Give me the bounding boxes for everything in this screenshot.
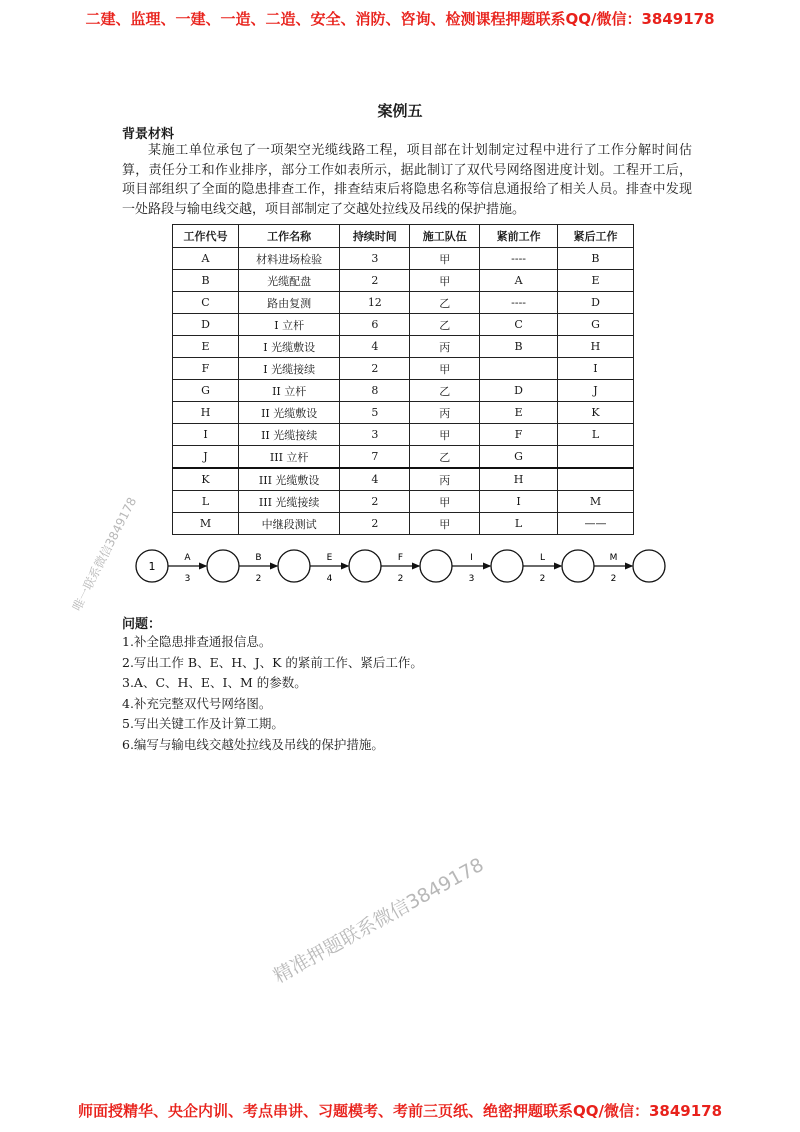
table-cell	[557, 446, 633, 469]
arrow-work-label: E	[326, 553, 333, 563]
table-cell: H	[557, 336, 633, 358]
table-cell: L	[480, 513, 558, 535]
table-cell: F	[173, 358, 239, 380]
question-item: 5.写出关键工作及计算工期。	[122, 716, 284, 732]
table-cell: ----	[480, 292, 558, 314]
arrow-duration-label: 2	[610, 574, 617, 584]
table-cell: 12	[340, 292, 410, 314]
table-cell: 5	[340, 402, 410, 424]
arrow-work-label: M	[609, 553, 618, 563]
table-cell: 甲	[410, 358, 480, 380]
table-cell: 丙	[410, 402, 480, 424]
table-cell: K	[557, 402, 633, 424]
table-body	[173, 248, 634, 535]
watermark-left: 唯一联系微信3849178	[69, 495, 140, 614]
network-node	[420, 550, 452, 582]
table-cell: J	[173, 446, 239, 469]
table-cell: 3	[340, 248, 410, 270]
table-cell: 中继段测试	[238, 513, 339, 535]
network-node	[562, 550, 594, 582]
table-cell: A	[173, 248, 239, 270]
arrow-duration-label: 2	[539, 574, 546, 584]
table-cell: 4	[340, 336, 410, 358]
table-cell: 3	[340, 424, 410, 446]
arrow-work-label: B	[255, 553, 262, 563]
arrow-work-label: A	[184, 553, 191, 563]
background-text: 某施工单位承包了一项架空光缆线路工程，项目部在计划制定过程中进行了工作分解时间估算，责任分工和作业排序，部分工作如表所示，据此制订了双代号网络图进度计划。工程开工后，项目部组织了全面的隐患排查工作，排查结束后将隐患名称等信息通报给了相关人员。排查中发现一处路段与输电线交越，项目部制定了交越处拉线及吊线的保护措施。	[122, 143, 692, 217]
table-cell: G	[173, 380, 239, 402]
table-row	[173, 424, 634, 446]
network-node	[349, 550, 381, 582]
table-cell: I 光缆接续	[238, 358, 339, 380]
table-cell: II 光缆接续	[238, 424, 339, 446]
header-work-name: 工作名称	[238, 225, 339, 248]
table-cell: 6	[340, 314, 410, 336]
question-list	[122, 632, 423, 756]
question-item: 6.编写与输电线交越处拉线及吊线的保护措施。	[122, 736, 384, 752]
table-cell: I	[557, 358, 633, 380]
arrow-duration-label: 3	[468, 574, 475, 584]
questions-heading: 问题：	[122, 617, 162, 632]
table-cell: B	[557, 248, 633, 270]
table-cell: E	[173, 336, 239, 358]
table-cell	[480, 358, 558, 380]
table-cell: A	[480, 270, 558, 292]
table-cell: E	[480, 402, 558, 424]
table-row	[173, 491, 634, 513]
network-node	[491, 550, 523, 582]
arrow-work-label: F	[397, 553, 404, 563]
table-cell: III 立杆	[238, 446, 339, 469]
arrow-work-label: L	[539, 553, 546, 563]
case-title: 案例五	[377, 102, 423, 120]
table-cell: III 光缆接续	[238, 491, 339, 513]
table-cell: 路由复测	[238, 292, 339, 314]
table-cell	[557, 468, 633, 491]
table-cell: 乙	[410, 292, 480, 314]
table-cell: 光缆配盘	[238, 270, 339, 292]
header-team: 施工队伍	[410, 225, 480, 248]
start-node-label: 1	[148, 560, 156, 573]
table-cell: D	[173, 314, 239, 336]
table-row	[173, 336, 634, 358]
network-node	[207, 550, 239, 582]
table-row	[173, 270, 634, 292]
table-cell: G	[557, 314, 633, 336]
table-cell: H	[173, 402, 239, 424]
table-cell: D	[480, 380, 558, 402]
table-cell: II 光缆敷设	[238, 402, 339, 424]
header-work-code: 工作代号	[173, 225, 239, 248]
header-successor: 紧后工作	[557, 225, 633, 248]
arrow-duration-label: 2	[255, 574, 262, 584]
table-cell: B	[480, 336, 558, 358]
table-cell: F	[480, 424, 558, 446]
table-row	[173, 468, 634, 491]
table-cell: J	[557, 380, 633, 402]
network-node	[633, 550, 665, 582]
arrow-duration-label: 3	[184, 574, 191, 584]
table-row	[173, 248, 634, 270]
table-cell: I	[173, 424, 239, 446]
table-cell: I	[480, 491, 558, 513]
table-cell: ----	[480, 248, 558, 270]
table-cell: M	[173, 513, 239, 535]
arrow-work-label: I	[470, 553, 473, 563]
table-cell: 乙	[410, 314, 480, 336]
table-cell: 丙	[410, 468, 480, 491]
table-cell: K	[173, 468, 239, 491]
table-cell: E	[557, 270, 633, 292]
table-cell: C	[480, 314, 558, 336]
table-cell: 丙	[410, 336, 480, 358]
watermark-center: 精准押题联系微信3849178	[269, 853, 488, 988]
table-cell: B	[173, 270, 239, 292]
header-duration: 持续时间	[340, 225, 410, 248]
table-cell: I 立杆	[238, 314, 339, 336]
bottom-banner: 师面授精华、央企内训、考点串讲、习题模考、考前三页纸、绝密押题联系QQ/微信：3849178	[77, 1102, 723, 1120]
table-header-row	[173, 225, 634, 248]
table-cell: 2	[340, 491, 410, 513]
network-node	[278, 550, 310, 582]
top-banner: 二建、监理、一建、一造、二造、安全、消防、咨询、检测课程押题联系QQ/微信：3849178	[85, 10, 715, 28]
table-cell: 乙	[410, 446, 480, 469]
table-cell: 乙	[410, 380, 480, 402]
table-row	[173, 402, 634, 424]
table-cell: II 立杆	[238, 380, 339, 402]
table-row	[173, 513, 634, 535]
table-cell: 2	[340, 358, 410, 380]
question-item: 4.补充完整双代号网络图。	[122, 695, 272, 711]
header-predecessor: 紧前工作	[480, 225, 558, 248]
table-row	[173, 314, 634, 336]
question-item: 1.补全隐患排查通报信息。	[122, 634, 272, 649]
table-cell: 材料进场检验	[238, 248, 339, 270]
table-row	[173, 380, 634, 402]
table-cell: M	[557, 491, 633, 513]
table-row	[173, 358, 634, 380]
table-cell: 甲	[410, 491, 480, 513]
table-cell: 甲	[410, 424, 480, 446]
table-cell: 2	[340, 513, 410, 535]
background-heading: 背景材料	[122, 127, 175, 142]
table-cell: D	[557, 292, 633, 314]
table-row	[173, 292, 634, 314]
table-cell: 甲	[410, 270, 480, 292]
table-cell: L	[173, 491, 239, 513]
table-cell: III 光缆敷设	[238, 468, 339, 491]
arrow-duration-label: 4	[326, 574, 333, 584]
table-cell: 甲	[410, 248, 480, 270]
table-cell: G	[480, 446, 558, 469]
table-cell: C	[173, 292, 239, 314]
table-cell: 7	[340, 446, 410, 469]
table-cell: 甲	[410, 513, 480, 535]
table-cell: L	[557, 424, 633, 446]
arrow-duration-label: 2	[397, 574, 404, 584]
table-cell: ——	[557, 513, 633, 535]
table-cell: 2	[340, 270, 410, 292]
table-cell: 4	[340, 468, 410, 491]
table-row	[173, 446, 634, 469]
table-cell: I 光缆敷设	[238, 336, 339, 358]
question-item: 3.A、C、H、E、I、M 的参数。	[122, 675, 307, 691]
work-table	[172, 224, 634, 535]
table-cell: H	[480, 468, 558, 491]
network-diagram	[128, 540, 688, 588]
question-item: 2.写出工作 B、E、H、J、K 的紧前工作、紧后工作。	[122, 654, 423, 670]
table-cell: 8	[340, 380, 410, 402]
